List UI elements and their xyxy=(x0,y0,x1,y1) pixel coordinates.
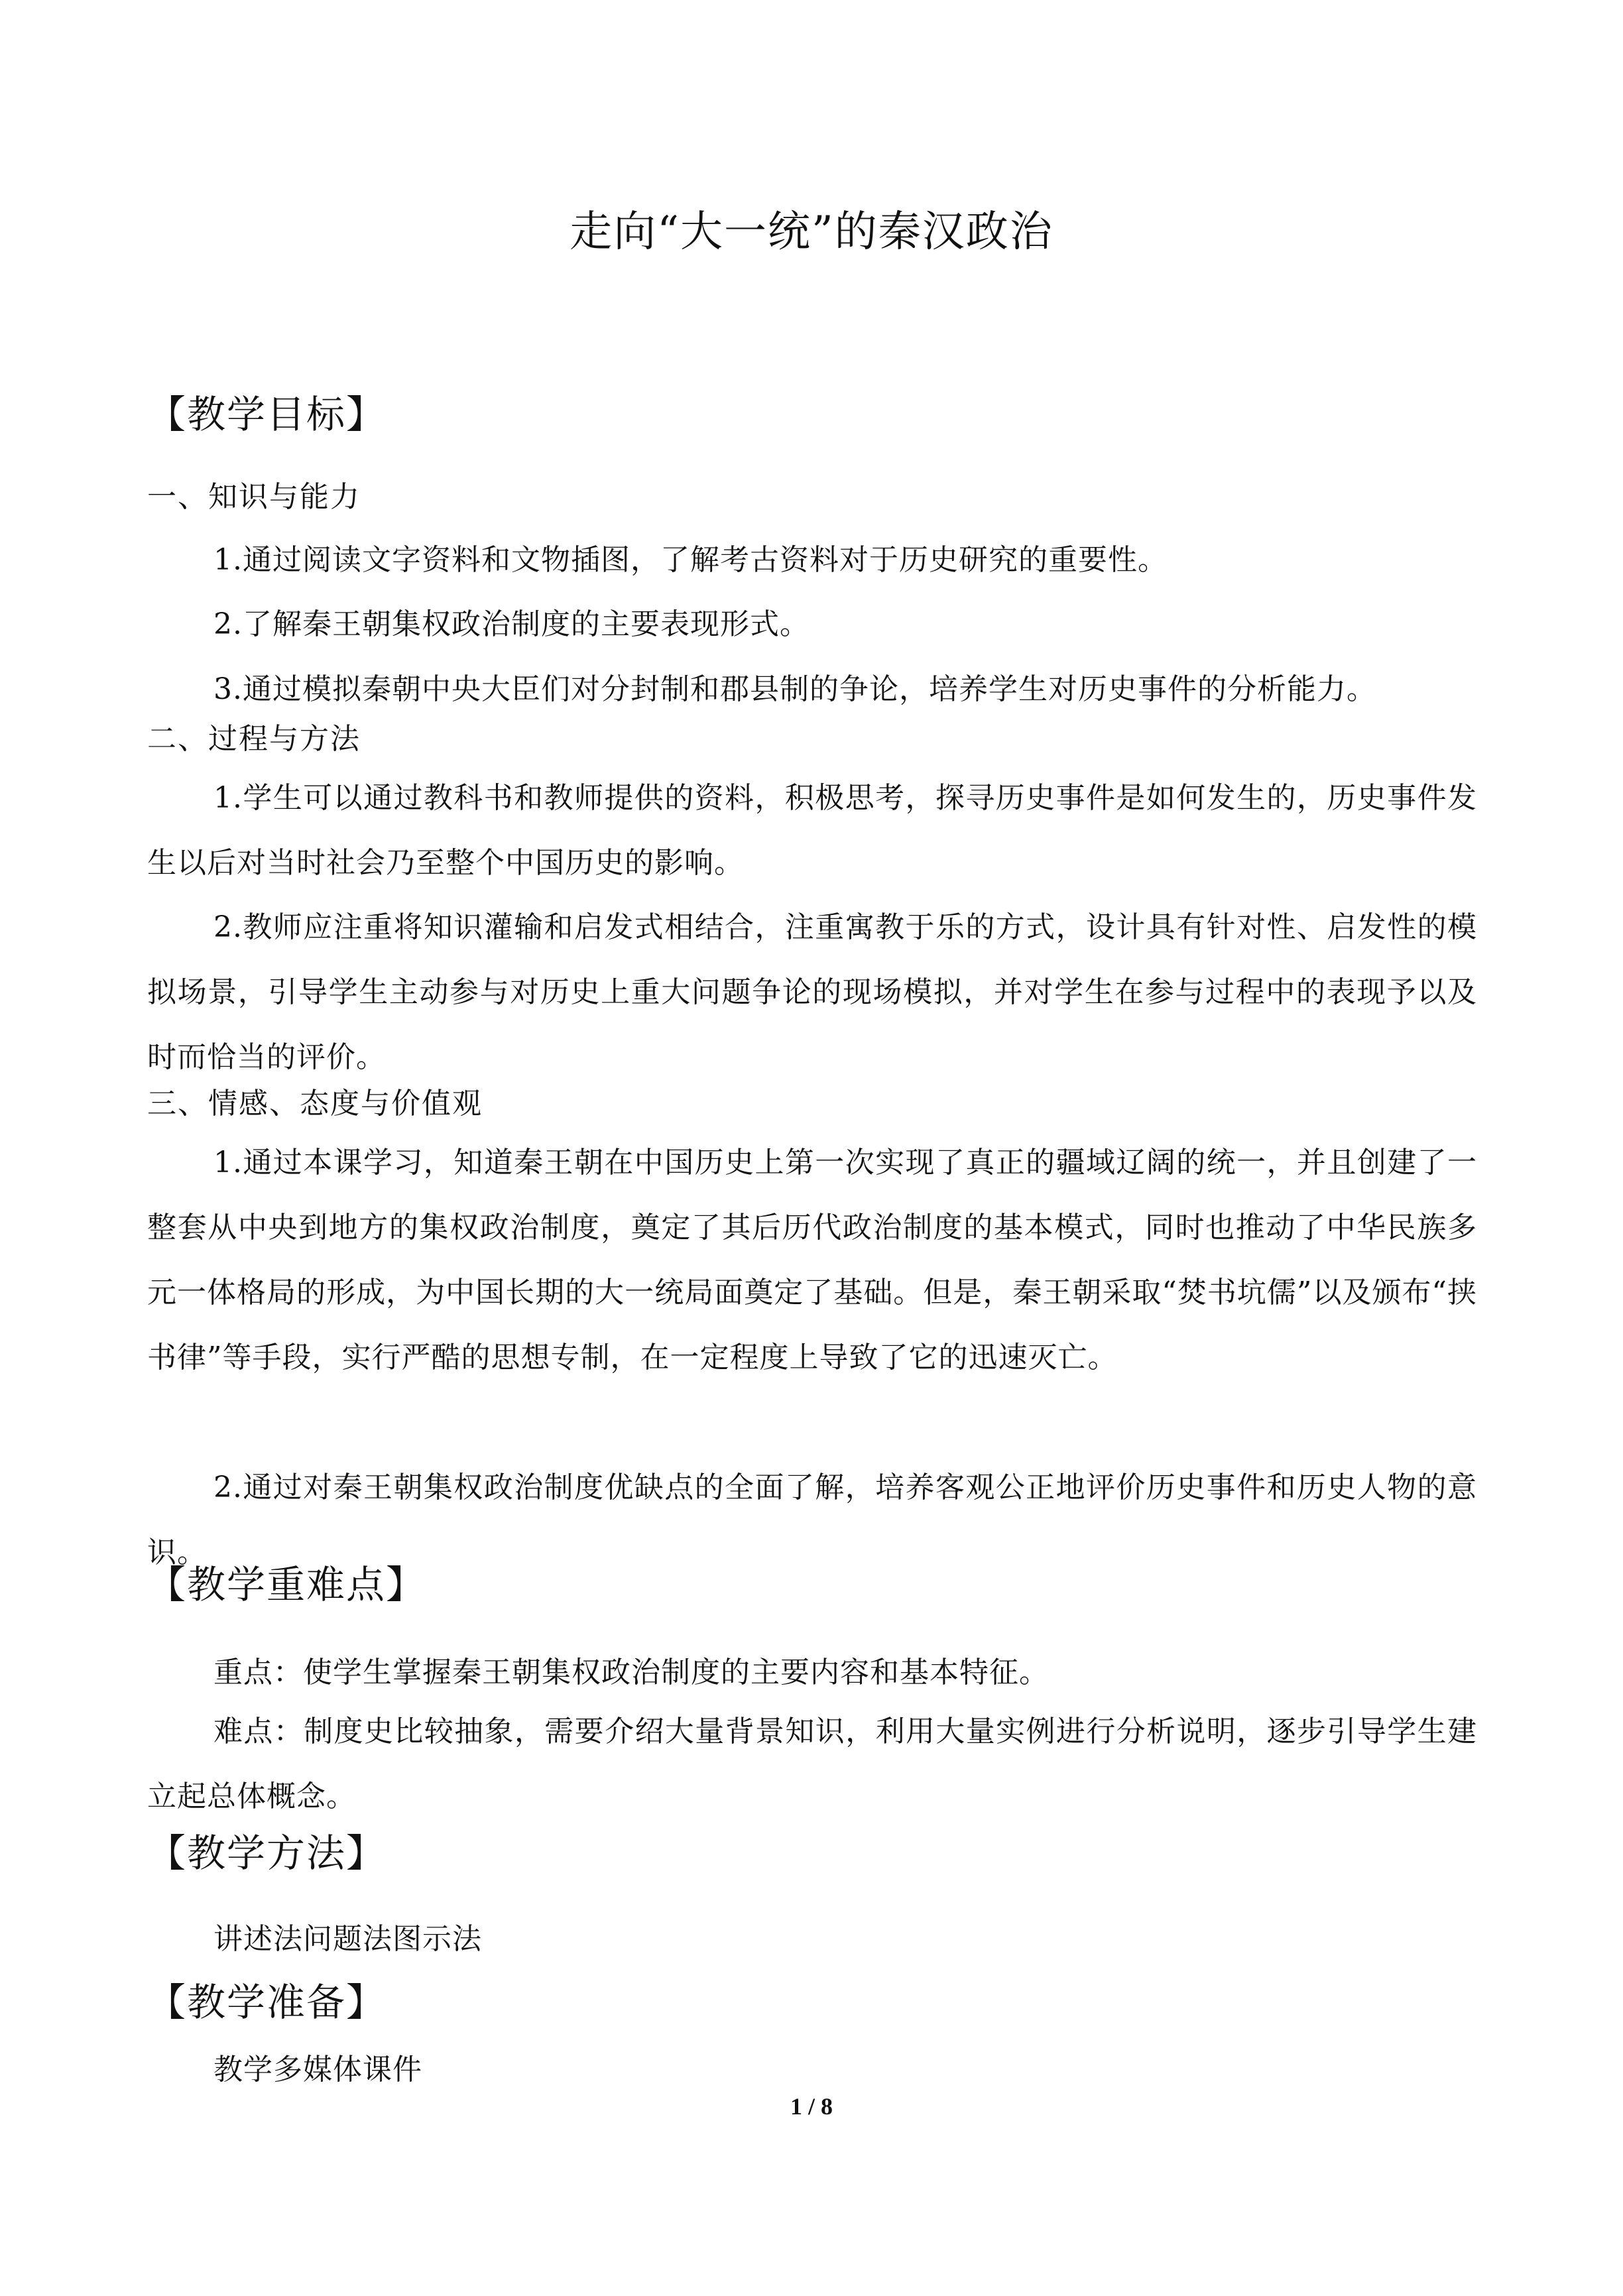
preparation-heading: 【教学准备】 xyxy=(147,1980,387,2025)
document-title: 走向“大一统”的秦汉政治 xyxy=(570,208,1053,257)
knowledge-item-1: 1.通过阅读文字资料和文物插图，了解考古资料对于历史研究的重要性。 xyxy=(213,543,1168,577)
knowledge-item-3: 3.通过模拟秦朝中央大臣们对分封制和郡县制的争论，培养学生对历史事件的分析能力。 xyxy=(213,672,1376,706)
objectives-heading: 【教学目标】 xyxy=(147,392,387,437)
key-point-focus: 重点：使学生掌握秦王朝集权政治制度的主要内容和基本特征。 xyxy=(213,1656,1049,1689)
knowledge-item-2: 2.了解秦王朝集权政治制度的主要表现形式。 xyxy=(213,607,810,641)
values-item-1: 1.通过本课学习，知道秦王朝在中国历史上第一次实现了真正的疆域辽阔的统一，并且创建了一整套从中央到地方的集权政治制度，奠定了其后历代政治制度的基本模式，同时也推动了中华民族多元一体格局的形成，为中国长期的大一统局面奠定了基础。但是，秦王朝采取“焚书坑儒”以及颁布“挟书律”等手段，实行严酷的思想专制，在一定程度上导致了它的迅速灭亡。 xyxy=(147,1146,1477,1374)
values-item-2: 2.通过对秦王朝集权政治制度优缺点的全面了解，培养客观公正地评价历史事件和历史人物的意识。 xyxy=(147,1471,1477,1569)
knowledge-subheading: 一、知识与能力 xyxy=(147,480,361,514)
values-subheading: 三、情感、态度与价值观 xyxy=(147,1087,483,1120)
process-item-2: 2.教师应注重将知识灌输和启发式相结合，注重寓教于乐的方式，设计具有针对性、启发性的模拟场景，引导学生主动参与对历史上重大问题争论的现场模拟，并对学生在参与过程中的表现予以及时而恰当的评价。 xyxy=(147,910,1477,1074)
methods-text: 讲述法问题法图示法 xyxy=(213,1922,482,1956)
preparation-text: 教学多媒体课件 xyxy=(213,2053,422,2086)
key-points-heading: 【教学重难点】 xyxy=(147,1562,426,1607)
methods-heading: 【教学方法】 xyxy=(147,1831,387,1876)
key-point-difficulty: 难点：制度史比较抽象，需要介绍大量背景知识，利用大量实例进行分析说明，逐步引导学生建立起总体概念。 xyxy=(147,1715,1477,1813)
process-item-1: 1.学生可以通过教科书和教师提供的资料，积极思考，探寻历史事件是如何发生的，历史事件发生以后对当时社会乃至整个中国历史的影响。 xyxy=(147,781,1477,880)
process-subheading: 二、过程与方法 xyxy=(147,722,361,756)
page-number: 1 / 8 xyxy=(790,2093,833,2120)
